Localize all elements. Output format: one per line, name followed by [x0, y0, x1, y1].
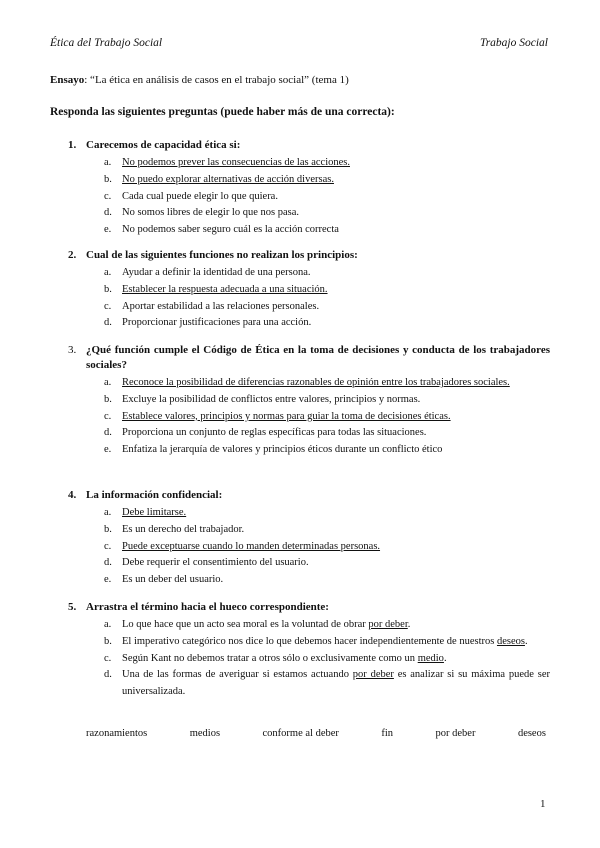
option-text: Puede exceptuarse cuando lo manden determinadas personas. — [122, 540, 381, 552]
option-d[interactable]: d. No somos libres de elegir lo que nos pasa. — [104, 205, 550, 222]
option-text: Es un derecho del trabajador. — [122, 523, 245, 535]
option-text: Establecer la respuesta adecuada a una situación. — [122, 283, 328, 295]
option-text: Debe limitarse. — [122, 507, 187, 518]
options-list — [104, 375, 550, 459]
fill-item-b: b. El imperativo categórico nos dice lo que debemos hacer independientemente de nuestros deseos. — [104, 635, 528, 647]
option-d[interactable]: d. Proporciona un conjunto de reglas específicas para todas las situaciones. — [104, 425, 550, 442]
option-a[interactable]: a. Ayudar a definir la identidad de una persona. — [104, 265, 550, 282]
option-text: Es un deber del usuario. — [122, 574, 224, 586]
option-a[interactable]: a. Reconoce la posibilidad de diferencias razonables de opinión entre los trabajadores sociales. — [104, 375, 550, 392]
blank-drop-zone[interactable]: por deber — [352, 669, 394, 681]
header-left: Ética del Trabajo Social — [50, 37, 163, 49]
word-bank-term[interactable]: conforme al deber — [262, 728, 339, 739]
option-a[interactable]: a. No podemos prever las consecuencias de las acciones. — [104, 155, 550, 172]
word-bank — [86, 728, 546, 739]
question-number: 4. — [68, 489, 77, 501]
option-text: No podemos saber seguro cuál es la acción correcta — [122, 224, 339, 236]
blank-drop-zone[interactable]: por deber — [368, 619, 408, 630]
page-number: 1 — [540, 798, 546, 810]
essay-title: : “La ética en análisis de casos en el trabajo social” (tema 1) — [84, 74, 349, 86]
options-list — [104, 617, 550, 701]
options-list — [104, 155, 550, 239]
option-text: Debe requerir el consentimiento del usuario. — [122, 557, 309, 569]
option-text: Establece valores, principios y normas para guiar la toma de decisiones éticas. — [122, 410, 451, 422]
question-title: La información confidencial: — [86, 489, 223, 501]
option-text: No podemos prever las consecuencias de las acciones. — [122, 157, 350, 168]
question-5 — [68, 600, 550, 701]
options-list — [104, 265, 550, 332]
word-bank-term[interactable]: medios — [189, 728, 221, 739]
word-bank-term[interactable]: razonamientos — [86, 728, 148, 739]
question-title: Carecemos de capacidad ética si: — [86, 139, 241, 151]
question-title: Arrastra el término hacia el hueco correspondiente: — [86, 601, 329, 613]
option-c[interactable]: c. Aportar estabilidad a las relaciones personales. — [104, 299, 550, 316]
word-bank-term[interactable]: por deber — [435, 728, 476, 739]
question-title: Cual de las siguientes funciones no realizan los principios: — [86, 249, 358, 261]
question-4 — [68, 488, 550, 589]
option-c[interactable]: c. Cada cual puede elegir lo que quiera. — [104, 189, 550, 206]
option-a[interactable]: a. Debe limitarse. — [104, 505, 550, 522]
option-d[interactable]: d. Proporcionar justificaciones para una acción. — [104, 315, 550, 332]
option-text: No somos libres de elegir lo que nos pasa. — [122, 207, 300, 219]
essay-intro — [50, 74, 349, 86]
question-title: ¿Qué función cumple el Código de Ética en la toma de decisiones y conducta de los trabajadores sociales? — [86, 344, 550, 371]
option-text: Proporcionar justificaciones para una acción. — [122, 317, 312, 329]
option-d[interactable]: d. Debe requerir el consentimiento del usuario. — [104, 555, 550, 572]
option-text: Proporciona un conjunto de reglas específicas para todas las situaciones. — [122, 427, 427, 439]
blank-drop-zone[interactable]: deseos — [496, 635, 525, 647]
instructions: Responda las siguientes preguntas (puede haber más de una correcta): — [50, 106, 395, 118]
question-number: 2. — [68, 249, 77, 261]
fill-item-c: c. Según Kant no debemos tratar a otros sólo o exclusivamente como un medio. — [104, 652, 447, 664]
option-b[interactable]: b. Establecer la respuesta adecuada a una situación. — [104, 282, 550, 299]
option-c[interactable]: c. Establece valores, principios y normas para guiar la toma de decisiones éticas. — [104, 409, 550, 426]
option-b[interactable]: b. Es un derecho del trabajador. — [104, 522, 550, 539]
question-3 — [68, 343, 550, 459]
option-c[interactable]: c. Puede exceptuarse cuando lo manden determinadas personas. — [104, 539, 550, 556]
fill-item-d: d. Una de las formas de averiguar si estamos actuando por deber es analizar si su máxima puede ser universalizada. — [104, 669, 550, 698]
option-e[interactable]: e. No podemos saber seguro cuál es la acción correcta — [104, 222, 550, 239]
option-b[interactable]: b. No puedo explorar alternativas de acción diversas. — [104, 172, 550, 189]
option-text: Aportar estabilidad a las relaciones personales. — [122, 300, 320, 312]
word-bank-term[interactable]: fin — [381, 728, 394, 739]
question-2 — [68, 248, 550, 332]
essay-label: Ensayo — [50, 74, 85, 86]
option-text: Excluye la posibilidad de conflictos entre valores, principios y normas. — [122, 393, 421, 405]
option-text: Enfatiza la jerarquía de valores y principios éticos durante un conflicto ético — [122, 444, 443, 456]
question-number: 1. — [68, 139, 77, 151]
question-1 — [68, 138, 550, 239]
option-text: Cada cual puede elegir lo que quiera. — [122, 190, 278, 202]
header-right: Trabajo Social — [479, 37, 548, 49]
option-e[interactable]: e. Enfatiza la jerarquía de valores y principios éticos durante un conflicto ético — [104, 442, 550, 459]
options-list — [104, 505, 550, 589]
fill-item-a: a. Lo que hace que un acto sea moral es la voluntad de obrar por deber. — [104, 619, 411, 630]
option-text: Ayudar a definir la identidad de una persona. — [122, 267, 311, 278]
question-number: 3. — [68, 344, 77, 356]
question-number: 5. — [68, 601, 77, 613]
blank-drop-zone[interactable]: medio — [417, 652, 444, 664]
word-bank-term[interactable]: deseos — [517, 728, 546, 739]
option-text: Reconoce la posibilidad de diferencias razonables de opinión entre los trabajadores sociales. — [122, 377, 510, 388]
option-text: No puedo explorar alternativas de acción diversas. — [122, 173, 334, 185]
option-b[interactable]: b. Excluye la posibilidad de conflictos entre valores, principios y normas. — [104, 392, 550, 409]
option-e[interactable]: e. Es un deber del usuario. — [104, 572, 550, 589]
